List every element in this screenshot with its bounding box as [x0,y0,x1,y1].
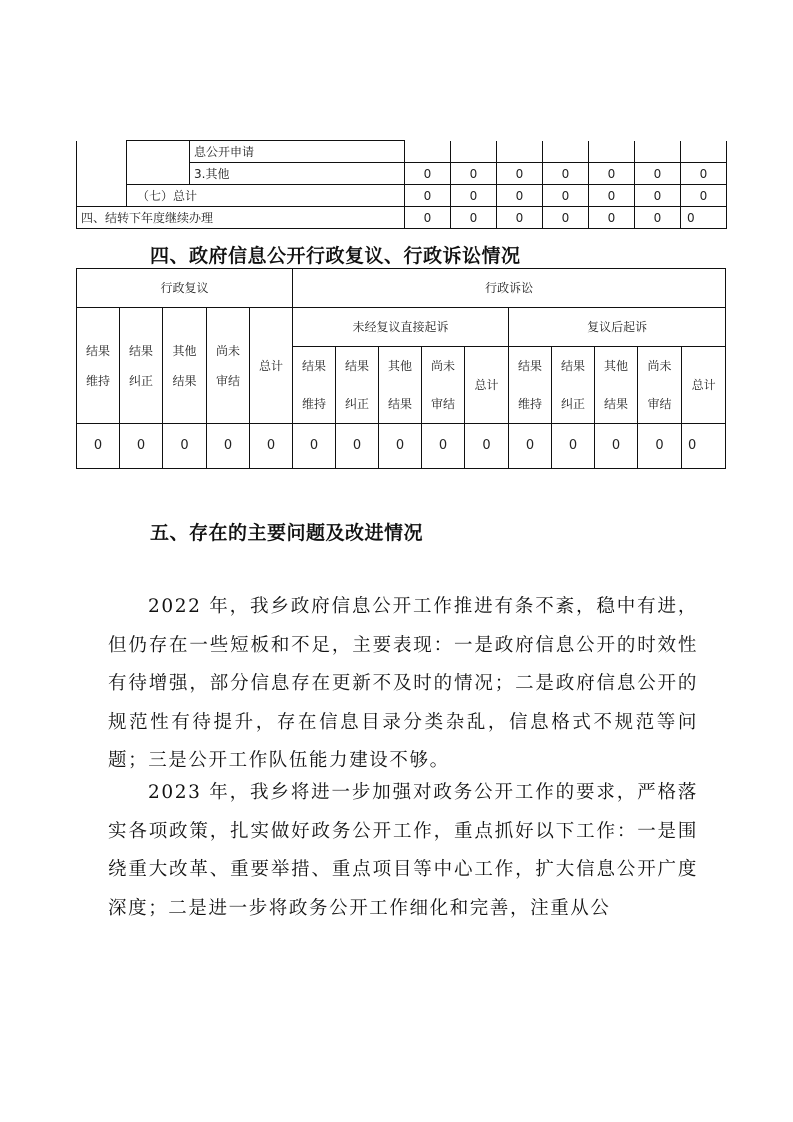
paragraph-text: 2023 年，我乡将进一步加强对政务公开工作的要求，严格落实各项政策，扎实做好政务公开工作，重点抓好以下工作：一是围绕重大改革、重要举措、重点项目等中心工作，扩大信息公开广度深度；二是进一步将政务公开工作细化和完善，注重从公 [108,782,698,919]
cell: 0 [681,163,727,185]
cell: 0 [422,424,465,469]
table-row [77,141,727,163]
review-litigation-table [76,268,726,469]
sub-category-cell [127,141,190,185]
cell: 0 [405,207,451,229]
column-header: 总计 [682,347,726,424]
column-header: 尚未 审结 [422,347,465,424]
sub-header-after-review: 复议后起诉 [509,308,726,347]
cell [497,141,543,163]
outer-category-cell [77,141,127,207]
column-header: 结果 维持 [77,308,120,424]
section-4-heading: 四、政府信息公开行政复议、行政诉讼情况 [150,245,521,267]
cell: 0 [293,424,336,469]
row-label: （七）总计 [127,185,405,207]
cell: 0 [635,185,681,207]
column-header: 其他 结果 [379,347,422,424]
cell: 0 [379,424,422,469]
cell: 0 [635,163,681,185]
column-header: 其他 结果 [163,308,207,424]
column-header: 结果 维持 [293,347,336,424]
cell: 0 [681,185,727,207]
cell: 0 [543,163,589,185]
cell: 0 [497,185,543,207]
cell: 0 [465,424,509,469]
cell: 0 [589,163,635,185]
cell [543,141,589,163]
section-5-heading: 五、存在的主要问题及改进情况 [150,522,424,544]
cell: 0 [589,185,635,207]
cell [405,141,451,163]
cell [635,141,681,163]
cell [451,141,497,163]
column-header: 结果 纠正 [552,347,595,424]
cell: 0 [552,424,595,469]
cell: 0 [250,424,293,469]
column-header: 总计 [250,308,293,424]
table-row [77,185,727,207]
cell: 0 [543,185,589,207]
group-header-litigation: 行政诉讼 [293,269,726,308]
row-label: 息公开申请 [190,141,405,163]
table-row [77,308,726,347]
column-header: 其他 结果 [595,347,638,424]
table-row [77,207,727,229]
column-header: 结果 维持 [509,347,552,424]
cell: 0 [595,424,638,469]
column-header: 总计 [465,347,509,424]
column-header: 结果 纠正 [336,347,379,424]
table-row [77,424,726,469]
cell: 0 [120,424,163,469]
column-header: 尚未 审结 [638,347,682,424]
cell: 0 [405,163,451,185]
column-header: 结果 纠正 [120,308,163,424]
column-header: 尚未 审结 [207,308,250,424]
paragraph [108,588,698,781]
cell: 0 [635,207,681,229]
table-row [77,269,726,308]
cell: 0 [543,207,589,229]
cell: 0 [451,185,497,207]
row-label: 3.其他 [190,163,405,185]
cell: 0 [451,163,497,185]
cell: 0 [405,185,451,207]
cell: 0 [497,207,543,229]
sub-header-direct: 未经复议直接起诉 [293,308,509,347]
group-header-review: 行政复议 [77,269,293,308]
cell: 0 [336,424,379,469]
cell: 0 [497,163,543,185]
application-handling-table [76,140,727,229]
cell: 0 [509,424,552,469]
paragraph-text: 2022 年，我乡政府信息公开工作推进有条不紊，稳中有进，但仍存在一些短板和不足，主要表现：一是政府信息公开的时效性有待增强，部分信息存在更新不及时的情况；二是政府信息公开的规范性有待提升，存在信息目录分类杂乱，信息格式不规范等问题；三是公开工作队伍能力建设不够。 [108,596,698,771]
cell: 0 [163,424,207,469]
cell: 0 [638,424,682,469]
cell: 0 [681,207,727,229]
paragraph [108,774,698,928]
cell [589,141,635,163]
cell [681,141,727,163]
cell: 0 [207,424,250,469]
cell: 0 [451,207,497,229]
cell: 0 [589,207,635,229]
row-label: 四、结转下年度继续办理 [77,207,405,229]
cell: 0 [682,424,726,469]
cell: 0 [77,424,120,469]
